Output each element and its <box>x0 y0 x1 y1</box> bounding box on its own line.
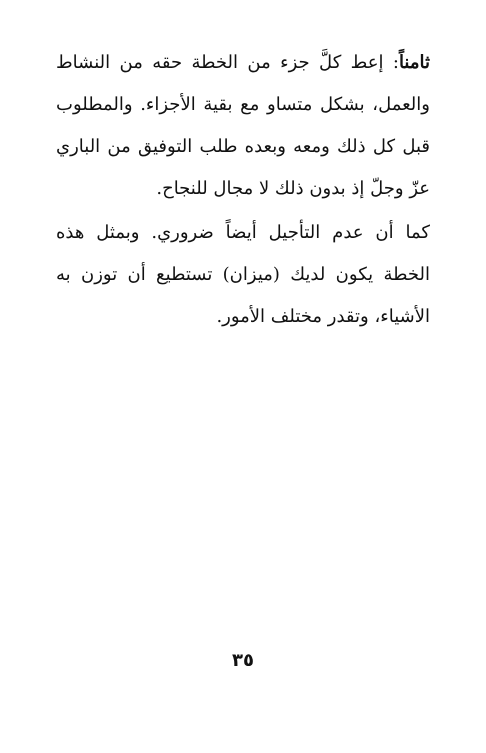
paragraph-text: : إعط كلَّ جزء من الخطة حقه من النشاط والعمل، بشكل متساو مع بقية الأجزاء. والمطلوب قبل كل ذلك ومعه وبعده طلب التوفيق من الباري عزّ وجلّ إذ بدون ذلك لا مجال للنجاح. <box>56 52 430 199</box>
page-number: ٣٥ <box>232 650 254 671</box>
paragraph-eighth-point <box>56 42 430 210</box>
paragraph-text: كما أن عدم التأجيل أيضاً ضروري. وبمثل هذه الخطة يكون لديك (ميزان) تستطيع أن توزن به الأشياء، وتقدر مختلف الأمور. <box>56 222 430 327</box>
paragraph-postponement <box>56 212 430 338</box>
point-heading: ثامناً <box>398 52 430 73</box>
